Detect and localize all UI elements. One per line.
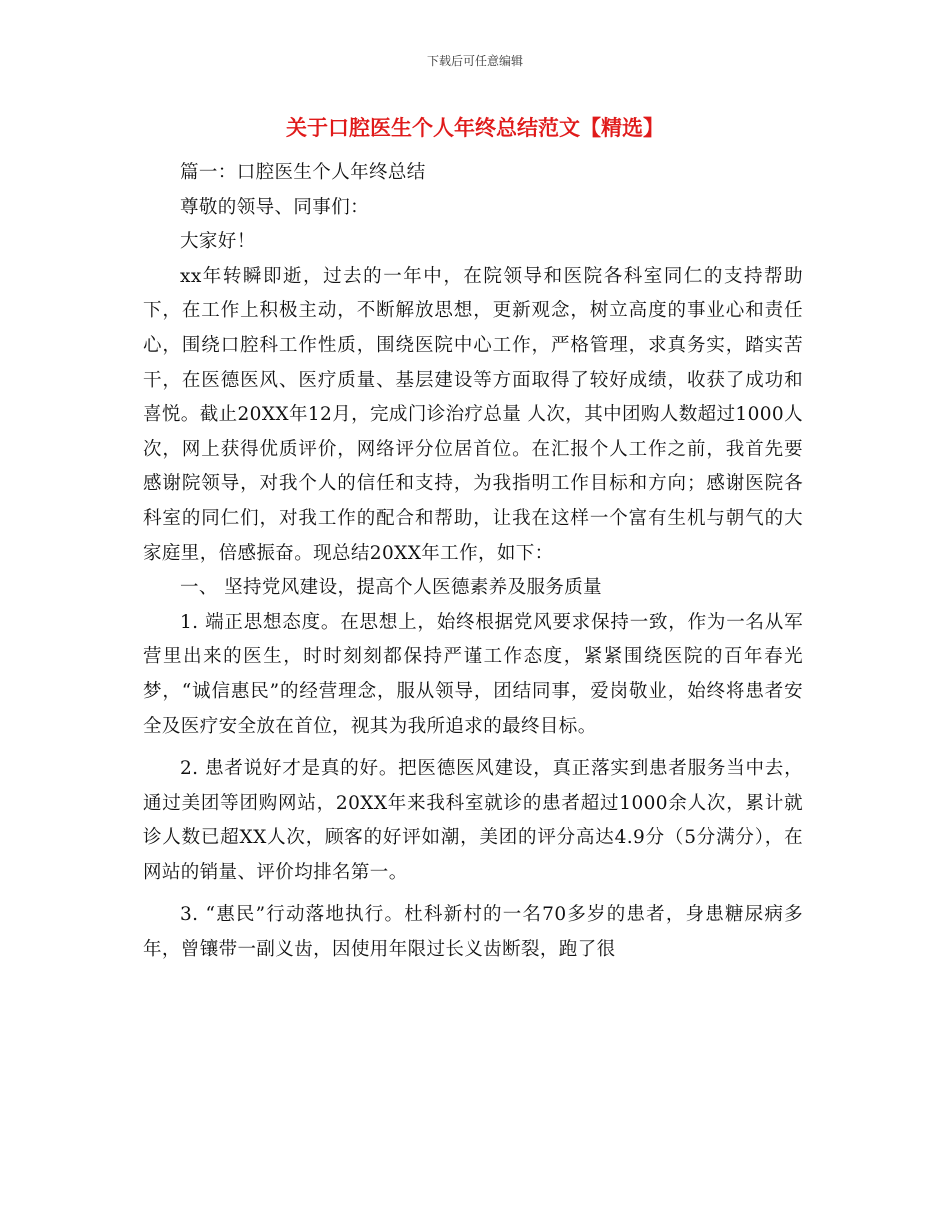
greeting: 大家好！ [180, 231, 256, 253]
subsection-heading: 一、 坚持党风建设，提高个人医德素养及服务质量 [180, 577, 603, 599]
salutation: 尊敬的领导、同事们： [180, 196, 370, 218]
body-paragraph: 2. 患者说好才是真的好。把医德医风建设，真正落实到患者服务当中去，通过美团等团购网站，20XX年来我科室就诊的患者超过1000余人次，累计就诊人数已超XX人次，顾客的好评如潮，美团的评分高达4.9分（5分满分），在网站的销量、评价均排名第一。 [143, 758, 803, 883]
body-paragraph: 1. 端正思想态度。在思想上，始终根据党风要求保持一致，作为一名从军营里出来的医生，时时刻刻都保持严谨工作态度，紧紧围绕医院的百年春光梦，“诚信惠民”的经营理念，服从领导，团结同事，爱岗敬业，始终将患者安全及医疗安全放在首位，视其为我所追求的最终目标。 [143, 611, 803, 737]
document-body [143, 156, 803, 968]
section-heading: 篇一：口腔医生个人年终总结 [180, 162, 426, 183]
body-paragraph: xx年转瞬即逝，过去的一年中，在院领导和医院各科室同仁的支持帮助下，在工作上积极主动，不断解放思想，更新观念，树立高度的事业心和责任心，围绕口腔科工作性质，围绕医院中心工作，严格管理，求真务实，踏实苦干，在医德医风、医疗质量、基层建设等方面取得了较好成绩，收获了成功和喜悦。截止20XX年12月，完成门诊治疗总量 人次，其中团购人数超过1000人次，网上获得优质评价，网络评分位居首位。在汇报个人工作之前，我首先要感谢院领导，对我个人的信任和支持，为我指明工作目标和方向；感谢医院各科室的同仁们，对我工作的配合和帮助，让我在这样一个富有生机与朝气的大家庭里，倍感振奋。现总结20XX年工作，如下： [143, 265, 803, 564]
header-note: 下载后可任意编辑 [426, 54, 523, 68]
body-paragraph: 3. “惠民”行动落地执行。杜科新村的一名70多岁的患者，身患糖尿病多年，曾镶带一副义齿，因使用年限过长义齿断裂，跑了很 [143, 904, 803, 961]
document-title: 关于口腔医生个人年终总结范文【精选】 [286, 116, 664, 140]
